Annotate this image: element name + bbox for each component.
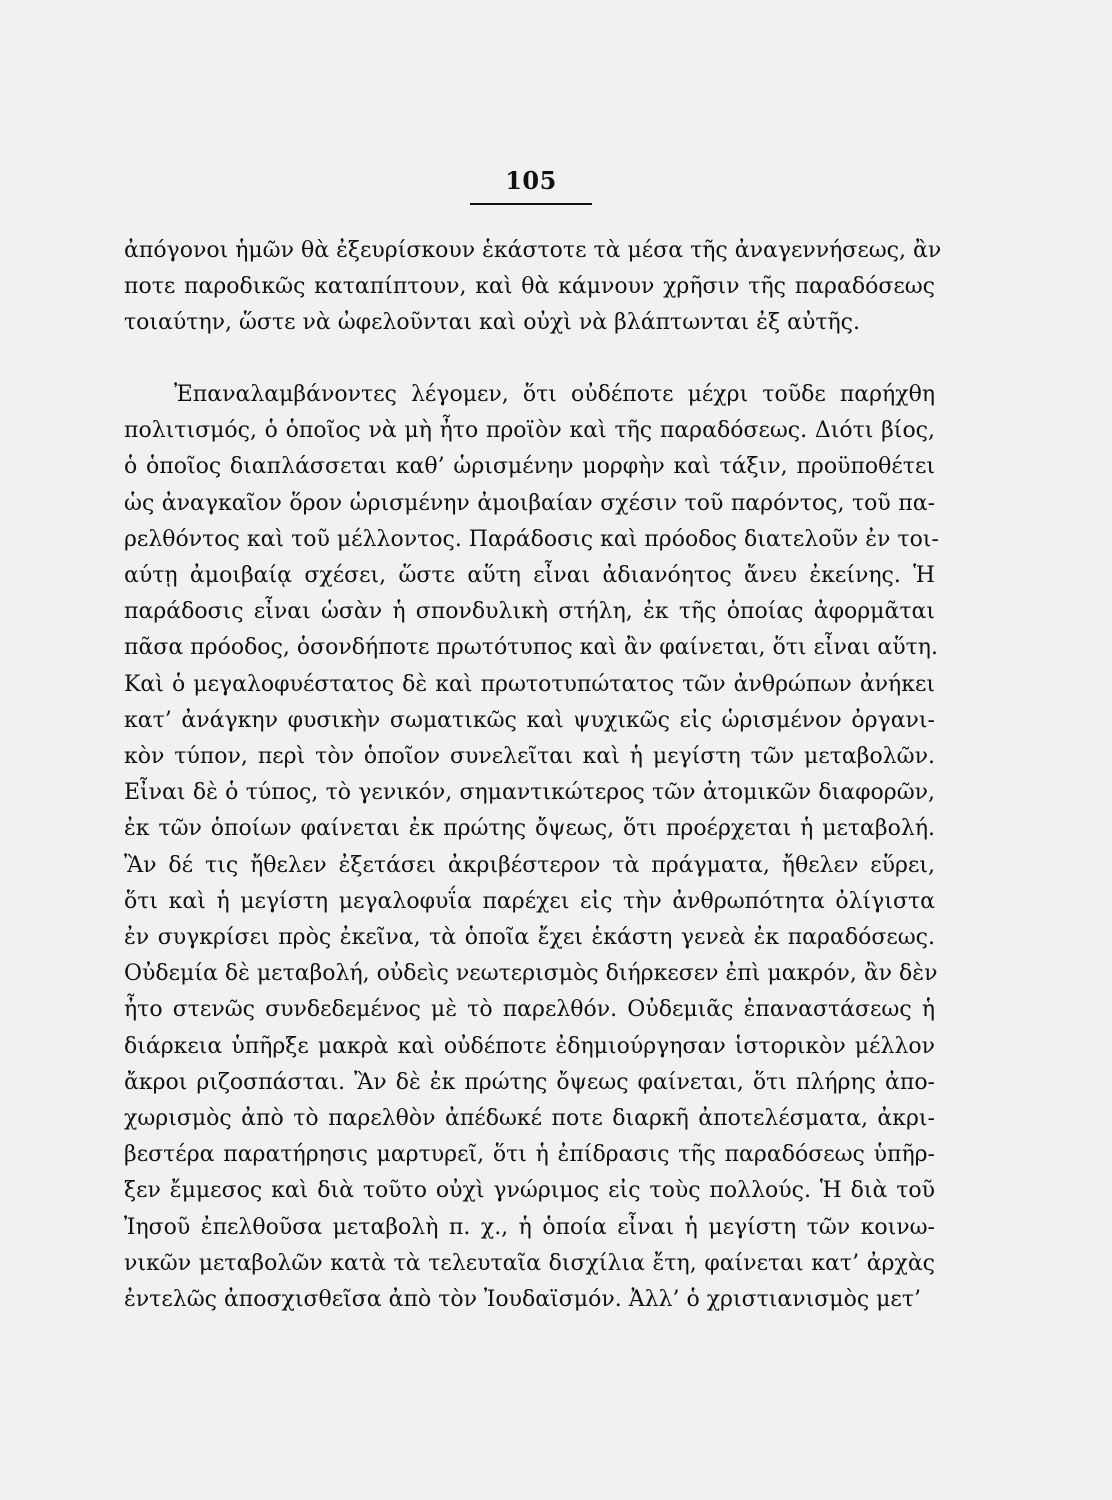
text-line: νικῶν μεταβολῶν κατὰ τὰ τελευταῖα δισχίλια ἔτη, φαίνεται κατ’ ἀρχὰς	[124, 1250, 935, 1276]
text-line: παράδοσις εἶναι ὡσὰν ἡ σπονδυλικὴ στήλη, ἐκ τῆς ὁποίας ἀφορμᾶται	[124, 599, 935, 625]
paragraph-2	[124, 377, 939, 1318]
text-line: ἦτο στενῶς συνδεδεμένος μὲ τὸ παρελθόν. Οὐδεμιᾶς ἐπαναστάσεως ἡ	[124, 997, 935, 1023]
text-line: κατ’ ἀνάγκην φυσικὴν σωματικῶς καὶ ψυχικῶς εἰς ὡρισμένον ὀργανι-	[124, 707, 935, 733]
text-line: Εἶναι δὲ ὁ τύπος, τὸ γενικόν, σημαντικώτερος τῶν ἀτομικῶν διαφορῶν,	[124, 780, 935, 806]
page-number: 105	[505, 166, 557, 195]
text-line: πολιτισμός, ὁ ὁποῖος νὰ μὴ ἦτο προϊὸν καὶ τῆς παραδόσεως. Διότι βίος,	[124, 418, 935, 444]
text-line: ἐντελῶς ἀποσχισθεῖσα ἀπὸ τὸν Ἰουδαϊσμόν. Ἀλλ’ ὁ χριστιανισμὸς μετ’	[124, 1287, 921, 1313]
text-line: Ἰησοῦ ἐπελθοῦσα μεταβολὴ π. χ., ἡ ὁποία εἶναι ἡ μεγίστη τῶν κοινω-	[124, 1214, 935, 1240]
text-line: ποτε παροδικῶς καταπίπτουν, καὶ θὰ κάμνουν χρῆσιν τῆς παραδόσεως	[124, 274, 935, 300]
text-line: Ἐπαναλαμβάνοντες λέγομεν, ὅτι οὐδέποτε μέχρι τοῦδε παρήχθη	[174, 382, 935, 407]
text-line: διάρκεια ὑπῆρξε μακρὰ καὶ οὐδέποτε ἐδημιούργησαν ἱστορικὸν μέλλον	[124, 1033, 935, 1059]
text-line: ρελθόντος καὶ τοῦ μέλλοντος. Παράδοσις καὶ πρόοδος διατελοῦν ἐν τοι-	[124, 526, 939, 552]
page-number-rule	[470, 203, 592, 205]
text-line: χωρισμὸς ἀπὸ τὸ παρελθὸν ἀπέδωκέ ποτε διαρκῆ ἀποτελέσματα, ἀκρι-	[124, 1106, 935, 1132]
text-line: ὅτι καὶ ἡ μεγίστη μεγαλοφυΐα παρέχει εἰς τὴν ἀνθρωπότητα ὀλίγιστα	[124, 888, 935, 914]
text-line: ἄκροι ριζοσπάσται. Ἂν δὲ ἐκ πρώτης ὄψεως φαίνεται, ὅτι πλήρης ἀπο-	[124, 1069, 935, 1095]
text-line: Καὶ ὁ μεγαλοφυέστατος δὲ καὶ πρωτοτυπώτατος τῶν ἀνθρώπων ἀνήκει	[124, 671, 935, 697]
text-line: Οὐδεμία δὲ μεταβολή, οὐδεὶς νεωτερισμὸς διήρκεσεν ἐπὶ μακρόν, ἂν δὲν	[124, 961, 938, 987]
text-line: ἐκ τῶν ὁποίων φαίνεται ἐκ πρώτης ὄψεως, ὅτι προέρχεται ἡ μεταβολή.	[124, 816, 935, 842]
text-line: ξεν ἔμμεσος καὶ διὰ τοῦτο οὐχὶ γνώριμος εἰς τοὺς πολλούς. Ἡ διὰ τοῦ	[124, 1178, 935, 1204]
text-line: τοιαύτην, ὥστε νὰ ὠφελοῦνται καὶ οὐχὶ νὰ βλάπτωνται ἐξ αὐτῆς.	[124, 310, 860, 336]
text-line: πᾶσα πρόοδος, ὁσονδήποτε πρωτότυπος καὶ ἂν φαίνεται, ὅτι εἶναι αὕτη.	[124, 635, 938, 661]
text-line: ὡς ἀναγκαῖον ὅρον ὡρισμένην ἀμοιβαίαν σχέσιν τοῦ παρόντος, τοῦ πα-	[124, 490, 935, 516]
text-line: Ἂν δέ τις ἤθελεν ἐξετάσει ἀκριβέστερον τὰ πράγματα, ἤθελεν εὕρει,	[124, 852, 935, 878]
text-line: ὁ ὁποῖος διαπλάσσεται καθ’ ὡρισμένην μορφὴν καὶ τάξιν, προϋποθέτει	[124, 454, 935, 480]
text-line: ἀπόγονοι ἡμῶν θὰ ἐξευρίσκουν ἑκάστοτε τὰ μέσα τῆς ἀναγεννήσεως, ἂν	[124, 238, 942, 263]
text-line: αύτῃ ἀμοιβαίᾳ σχέσει, ὥστε αὕτη εἶναι ἀδιανόητος ἄνευ ἐκείνης. Ἡ	[124, 563, 935, 589]
text-line: κὸν τύπον, περὶ τὸν ὁποῖον συνελεῖται καὶ ἡ μεγίστη τῶν μεταβολῶν.	[124, 744, 935, 770]
text-line: ἐν συγκρίσει πρὸς ἐκεῖνα, τὰ ὁποῖα ἔχει ἑκάστη γενεὰ ἐκ παραδόσεως.	[124, 925, 935, 951]
text-line: βεστέρα παρατήρησις μαρτυρεῖ, ὅτι ἡ ἐπίδρασις τῆς παραδόσεως ὑπῆρ-	[124, 1142, 935, 1168]
paragraph-1	[124, 233, 942, 342]
